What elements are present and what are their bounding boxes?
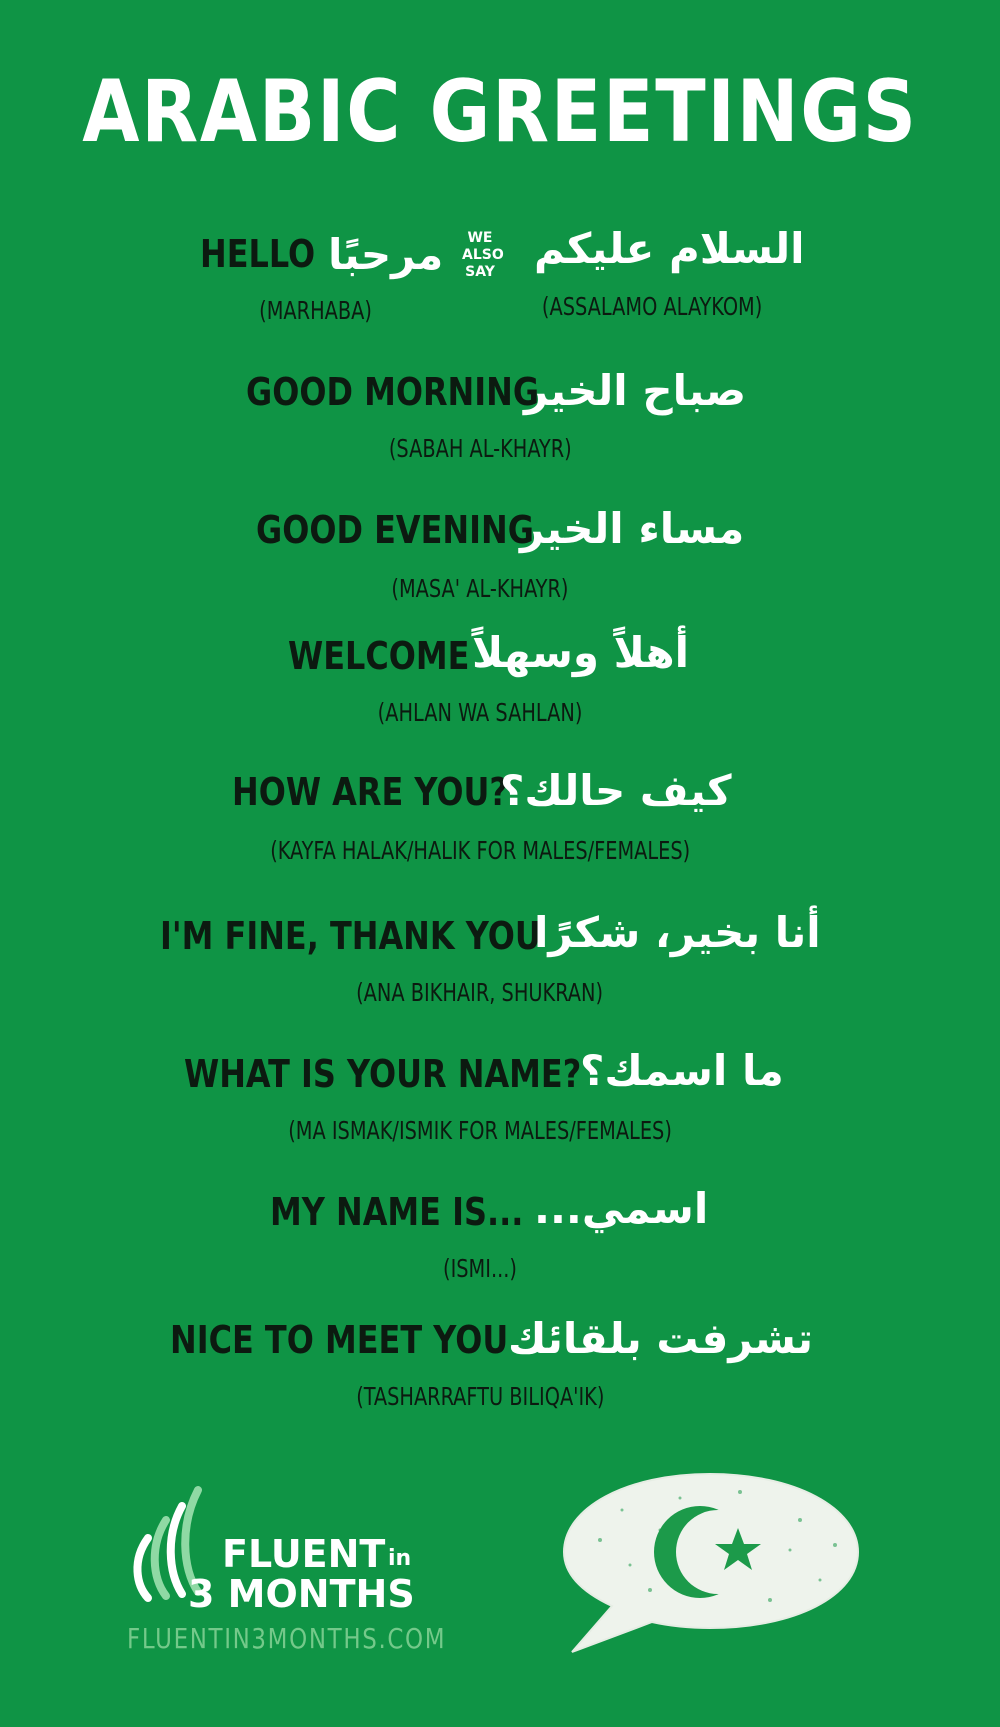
english-phrase: HOW ARE YOU? <box>232 770 508 814</box>
brand-name-small: in <box>388 1546 412 1571</box>
english-phrase: GOOD EVENING <box>256 508 534 552</box>
arabic-phrase: ما اسمك؟ <box>580 1046 784 1095</box>
brand-name-line2: 3 MONTHS <box>188 1572 415 1616</box>
arabic-phrase: صباح الخير <box>524 366 747 415</box>
transliteration-hello: (MARHABA) <box>259 296 372 325</box>
transliteration: (SABAH AL-KHAYR) <box>388 434 572 463</box>
english-phrase: NICE TO MEET YOU <box>170 1318 509 1362</box>
english-phrase: WELCOME <box>288 634 470 678</box>
transliteration: (KAYFA HALAK/HALIK FOR MALES/FEMALES) <box>269 836 691 865</box>
arabic-phrase: كيف حالك؟ <box>500 766 732 815</box>
arabic-phrase: أنا بخير، شكرًا <box>534 908 821 957</box>
english-phrase: WHAT IS YOUR NAME? <box>184 1052 582 1096</box>
we-also-say-label: WE ALSO SAY <box>462 230 504 280</box>
arabic-phrase: اسمي... <box>534 1184 709 1233</box>
english-phrase-hello: HELLO <box>200 232 316 276</box>
arabic-phrase-alt-hello: السلام عليكم <box>534 224 805 273</box>
arabic-phrase-hello: مرحبًا <box>328 230 444 279</box>
brand-name-line1: FLUENT <box>222 1532 386 1576</box>
website-link[interactable]: FLUENTIN3MONTHS.COM <box>127 1622 447 1655</box>
transliteration: (MASA' AL-KHAYR) <box>391 574 569 603</box>
arabic-phrase: مساء الخير <box>520 504 745 553</box>
page-title: ARABIC GREETINGS <box>82 62 918 162</box>
arabic-phrase: تشرفت بلقائك <box>508 1314 814 1363</box>
english-phrase: GOOD MORNING <box>246 370 540 414</box>
english-phrase: I'M FINE, THANK YOU <box>160 914 541 958</box>
english-phrase: MY NAME IS... <box>270 1190 524 1234</box>
transliteration: (ANA BIKHAIR, SHUKRAN) <box>356 978 604 1007</box>
speech-bubble-crescent-star-icon <box>560 1470 860 1660</box>
transliteration: (ISMI...) <box>443 1254 517 1283</box>
transliteration: (AHLAN WA SAHLAN) <box>377 698 583 727</box>
transliteration: (MA ISMAK/ISMIK FOR MALES/FEMALES) <box>288 1116 672 1145</box>
transliteration-alt-hello: (ASSALAMO ALAYKOM) <box>542 292 763 321</box>
transliteration: (TASHARRAFTU BILIQA'IK) <box>355 1382 605 1411</box>
arabic-phrase: أهلاً وسهلاً <box>472 628 690 677</box>
